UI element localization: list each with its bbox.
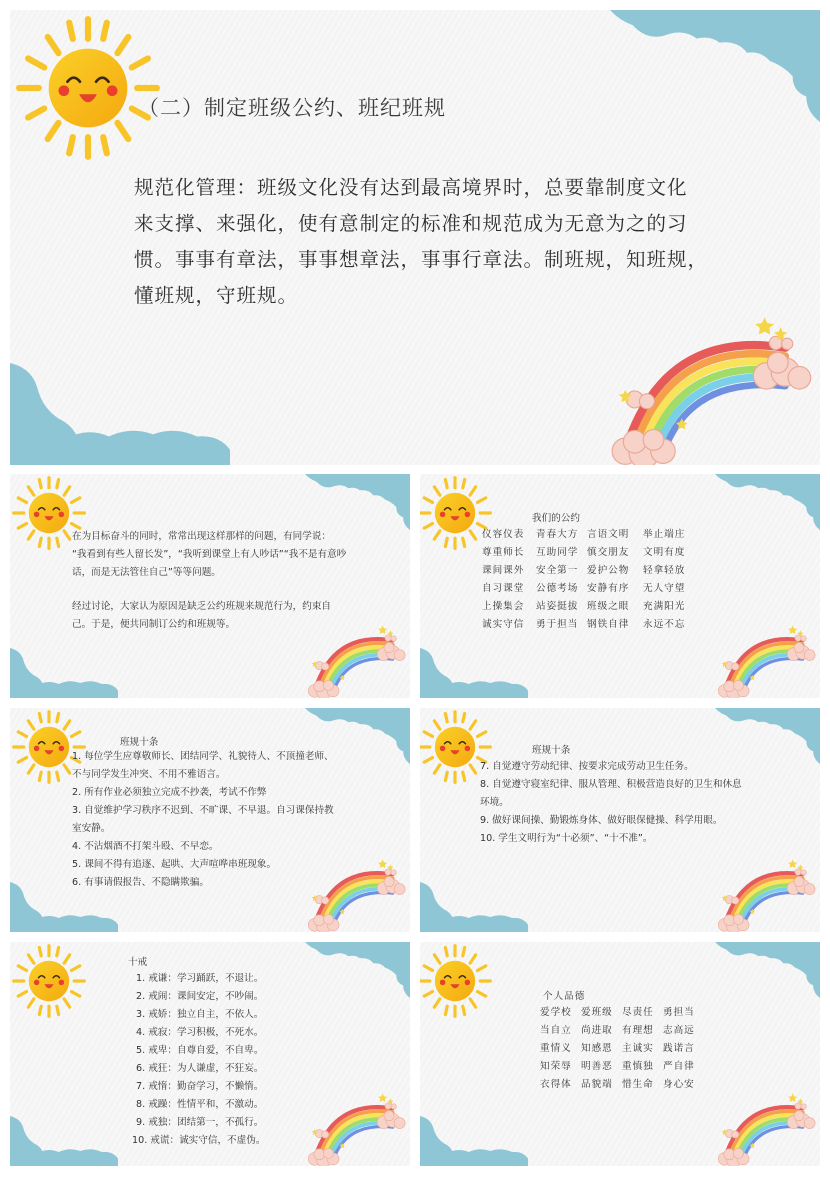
character-grid	[540, 1004, 704, 1094]
grid-cell: 文明有度	[643, 547, 686, 558]
grid-cell: 明善恶	[581, 1061, 613, 1072]
grid-cell: 尊重师长	[482, 547, 525, 558]
grid-cell: 无人守望	[643, 583, 686, 594]
grid-cell: 主诚实	[622, 1043, 654, 1054]
rainbow-icon	[710, 1090, 820, 1166]
grid-cell: 重慎独	[622, 1061, 654, 1072]
text-line: 经过讨论，大家认为原因是缺乏公约班规来规范行为，约束自	[72, 601, 332, 612]
precept-item: 8. 戒躁：性情平和，不激动。	[136, 1099, 264, 1110]
grid-cell: 站姿挺拔	[536, 601, 579, 612]
grid-cell: 志高远	[663, 1025, 695, 1036]
grid-cell: 青春大方	[536, 529, 579, 540]
grid-cell: 重情义	[540, 1043, 572, 1054]
grid-cell: 自习课堂	[482, 583, 525, 594]
body-line: 懂班规，守班规。	[134, 284, 299, 307]
slide-heading: 我们的公约	[532, 513, 580, 524]
cloud-icon	[420, 648, 528, 698]
grid-cell: 衣得体	[540, 1079, 572, 1090]
precept-item: 7. 戒惰：勤奋学习，不懒惰。	[136, 1081, 264, 1092]
cloud-icon	[715, 942, 820, 998]
cloud-icon	[305, 942, 410, 998]
rule-line: 环境。	[480, 797, 509, 808]
grid-cell: 互助同学	[536, 547, 579, 558]
precept-item: 4. 戒寂：学习积极，不死水。	[136, 1027, 264, 1038]
text-line: “我看到有些人留长发”，“我听到课堂上有人吵话”“我不是有意吵	[72, 549, 347, 560]
slide-title: （二）制定班级公约、班纪班规	[138, 96, 446, 120]
paragraph	[72, 598, 331, 634]
cloud-icon	[420, 1116, 528, 1166]
precept-item: 9. 戒独：团结第一，不孤行。	[136, 1117, 264, 1128]
smiling-sun-icon	[10, 942, 88, 1020]
grid-cell: 尚进取	[581, 1025, 613, 1036]
grid-cell: 公德考场	[536, 583, 579, 594]
slide-rules-1	[10, 708, 410, 932]
rule-line: 不与同学发生冲突、不用不雅语言。	[72, 769, 226, 780]
grid-cell: 言语文明	[587, 529, 630, 540]
slide-problem	[10, 474, 410, 698]
cloud-icon	[10, 1116, 118, 1166]
body-line: 规范化管理：班级文化没有达到最高境界时，总要靠制度文化	[134, 176, 688, 199]
rule-line: 6. 有事请假报告、不隐瞒欺骗。	[72, 877, 209, 888]
rule-line: 7. 自觉遵守劳动纪律、按要求完成劳动卫生任务。	[480, 761, 694, 772]
paragraph	[72, 528, 346, 582]
cloud-icon	[715, 708, 820, 764]
cloud-icon	[10, 363, 230, 465]
rule-line: 室安静。	[72, 823, 111, 834]
rule-line: 1. 每位学生应尊敬师长、团结同学、礼貌待人、不顶撞老师、	[72, 751, 334, 762]
precept-item: 1. 戒谦：学习踊跃，不退让。	[136, 973, 264, 984]
rainbow-icon	[300, 1090, 410, 1166]
rule-line: 9. 做好课间操、勤锻炼身体、做好眼保健操、科学用眼。	[480, 815, 723, 826]
rule-line: 4. 不沾烟酒不打架斗殴、不早恋。	[72, 841, 219, 852]
smiling-sun-icon	[12, 12, 164, 164]
cloud-icon	[420, 882, 528, 932]
cloud-icon	[305, 474, 410, 530]
grid-cell: 慎交朋友	[587, 547, 630, 558]
grid-cell: 爱护公物	[587, 565, 630, 576]
cloud-icon	[715, 474, 820, 530]
grid-cell: 勇担当	[663, 1007, 695, 1018]
rule-line: 3. 自觉维护学习秩序不迟到、不旷课、不早退。自习课保持教	[72, 805, 334, 816]
grid-cell: 知荣辱	[540, 1061, 572, 1072]
precept-item: 10. 戒谎：诚实守信，不虚伪。	[132, 1135, 266, 1146]
body-line: 惯。事事有章法，事事想章法，事事行章法。制班规，知班规，	[134, 248, 709, 271]
grid-cell: 爱班级	[581, 1007, 613, 1018]
grid-cell: 当自立	[540, 1025, 572, 1036]
grid-cell: 有理想	[622, 1025, 654, 1036]
slide-heading: 个人品德	[543, 991, 586, 1002]
slide-heading: 班规十条	[532, 745, 571, 756]
grid-cell: 班级之眼	[587, 601, 630, 612]
rainbow-icon	[710, 856, 820, 932]
grid-cell: 身心安	[663, 1079, 695, 1090]
grid-cell: 上操集会	[482, 601, 525, 612]
slide-rules-2	[420, 708, 820, 932]
precept-item: 2. 戒闹：课间安定，不吵闹。	[136, 991, 264, 1002]
grid-cell: 惜生命	[622, 1079, 654, 1090]
text-line: 话，而是无法管住自己”等等问题。	[72, 567, 221, 578]
slide-heading: 班规十条	[120, 737, 159, 748]
rainbow-icon	[710, 622, 820, 698]
rules-list	[72, 748, 334, 892]
cloud-icon	[10, 648, 118, 698]
grid-cell: 勇于担当	[536, 619, 579, 630]
text-line: 己。于是，便共同制订公约和班规等。	[72, 619, 236, 630]
grid-cell: 轻拿轻放	[643, 565, 686, 576]
rule-line: 8. 自觉遵守寝室纪律、服从管理、积极营造良好的卫生和休息	[480, 779, 742, 790]
grid-cell: 安静有序	[587, 583, 630, 594]
grid-cell: 仪容仪表	[482, 529, 525, 540]
slide-ten-precepts	[10, 942, 410, 1166]
precept-item: 5. 戒卑：自尊自爱，不自卑。	[136, 1045, 264, 1056]
grid-cell: 严自律	[663, 1061, 695, 1072]
grid-cell: 诚实守信	[482, 619, 525, 630]
slide-body	[134, 170, 714, 314]
rules-list	[480, 758, 742, 848]
precept-item: 3. 戒娇：独立自主，不依人。	[136, 1009, 264, 1020]
grid-cell: 爱学校	[540, 1007, 572, 1018]
precept-item: 6. 戒狂：为人谦虚，不狂妄。	[136, 1063, 264, 1074]
grid-cell: 知感恩	[581, 1043, 613, 1054]
slide-character	[420, 942, 820, 1166]
body-line: 来支撑、来强化，使有意制定的标准和规范成为无意为之的习	[134, 212, 688, 235]
grid-cell: 践诺言	[663, 1043, 695, 1054]
grid-cell: 品貌端	[581, 1079, 613, 1090]
text-line: 在为目标奋斗的同时，常常出现这样那样的问题，有同学说：	[72, 531, 332, 542]
grid-cell: 充满阳光	[643, 601, 686, 612]
rule-line: 10. 学生文明行为“十必须”、“十不准”。	[480, 833, 653, 844]
convention-grid	[482, 526, 699, 634]
main-slide	[10, 10, 820, 465]
grid-cell: 课间课外	[482, 565, 525, 576]
precepts-list	[132, 970, 265, 1150]
rule-line: 2. 所有作业必须独立完成不抄袭，考试不作弊	[72, 787, 267, 798]
rule-line: 5. 课间不得有追逐、起哄、大声喧哗串班现象。	[72, 859, 277, 870]
cloud-icon	[610, 10, 820, 122]
rainbow-icon	[595, 310, 820, 465]
grid-cell: 尽责任	[622, 1007, 654, 1018]
slide-convention	[420, 474, 820, 698]
grid-cell: 举止端庄	[643, 529, 686, 540]
grid-cell: 永远不忘	[643, 619, 686, 630]
slide-heading: 十戒	[128, 957, 148, 968]
smiling-sun-icon	[420, 942, 494, 1020]
grid-cell: 安全第一	[536, 565, 579, 576]
grid-cell: 钢铁自律	[587, 619, 630, 630]
